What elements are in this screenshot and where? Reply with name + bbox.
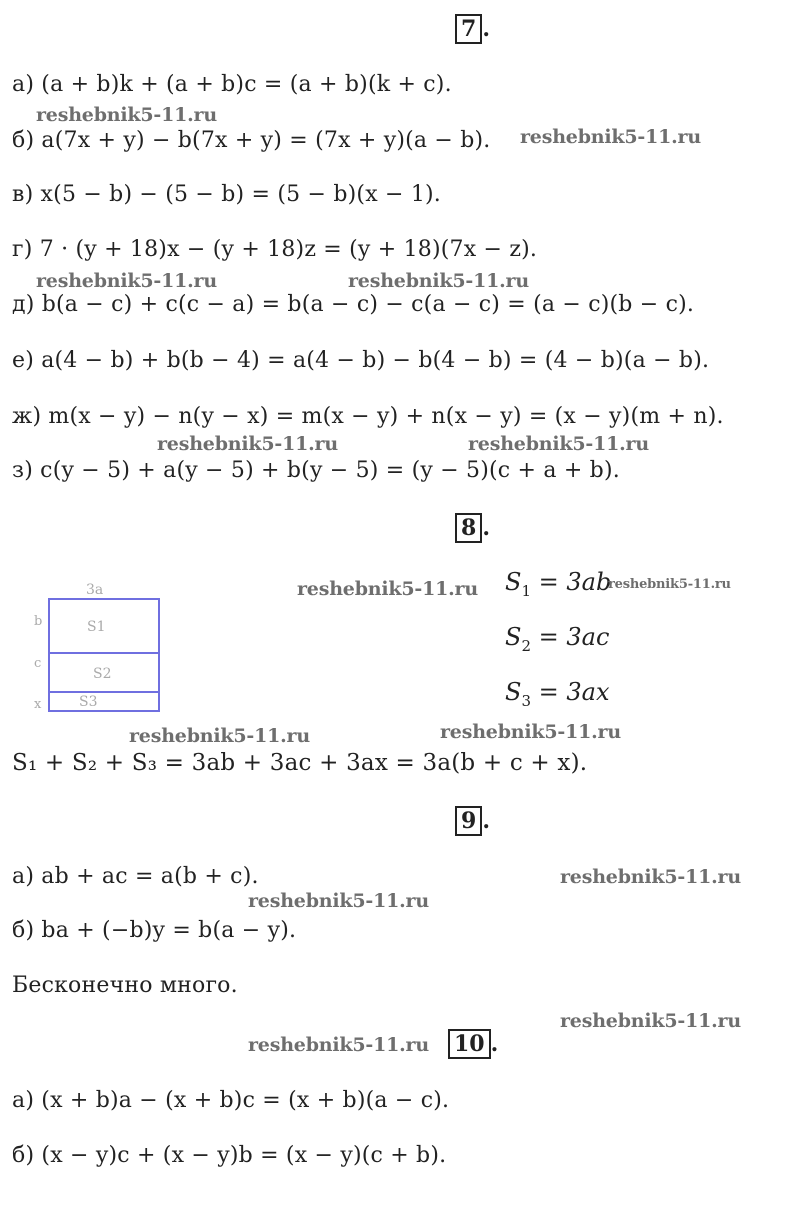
figure-label-s3: S3 (79, 694, 98, 710)
eq-7z: з) c(y − 5) + a(y − 5) + b(y − 5) = (y − 5)(c + a + b). (12, 458, 620, 483)
watermark: reshebnik5-11.ru (440, 721, 621, 743)
eq-7d: д) b(a − c) + c(c − a) = b(a − c) − c(a − c) = (a − c)(b − c). (12, 292, 695, 317)
watermark: reshebnik5-11.ru (608, 577, 731, 592)
watermark: reshebnik5-11.ru (129, 725, 310, 747)
eq-9a: а) ab + ac = a(b + c). (12, 864, 259, 889)
watermark: reshebnik5-11.ru (468, 433, 649, 455)
eq-7zh: ж) m(x − y) − n(y − x) = m(x − y) + n(x − y) = (x − y)(m + n). (12, 404, 724, 429)
section-number-box: 10 (448, 1029, 491, 1059)
eq-9b: б) ba + (−b)y = b(a − y). (12, 918, 297, 943)
area-s2 (505, 623, 609, 655)
area-s3 (505, 678, 609, 710)
rectangle-figure (30, 575, 170, 715)
watermark: reshebnik5-11.ru (560, 866, 741, 888)
watermark: reshebnik5-11.ru (348, 270, 529, 292)
figure-label-s1: S1 (87, 619, 106, 635)
answer-9: Бесконечно много. (12, 973, 238, 998)
section-number-7: 7 . (455, 14, 490, 44)
eq-7a: а) (a + b)k + (a + b)c = (a + b)(k + c). (12, 72, 452, 97)
section-number-9: 9 . (455, 806, 490, 836)
watermark: reshebnik5-11.ru (248, 890, 429, 912)
area-rhs: = 3ac (531, 623, 610, 651)
eq-7g: г) 7 · (y + 18)x − (y + 18)z = (y + 18)(7x − z). (12, 237, 538, 262)
eq-7e: е) a(4 − b) + b(b − 4) = a(4 − b) − b(4 − b) = (4 − b)(a − b). (12, 348, 710, 373)
figure-label-x: x (34, 697, 42, 712)
watermark: reshebnik5-11.ru (560, 1010, 741, 1032)
section-number-8: 8 . (455, 513, 490, 543)
area-symbol: S (505, 568, 522, 596)
area-sum: S₁ + S₂ + S₃ = 3ab + 3ac + 3ax = 3a(b + c + x). (12, 750, 588, 776)
section-number-10: 10 . (448, 1029, 498, 1059)
figure-label-c: c (34, 656, 42, 671)
eq-7v: в) x(5 − b) − (5 − b) = (5 − b)(x − 1). (12, 182, 441, 207)
figure-outer-rect (49, 599, 159, 711)
area-s1 (505, 568, 611, 600)
area-subscript: 3 (521, 691, 531, 710)
watermark: reshebnik5-11.ru (157, 433, 338, 455)
watermark: reshebnik5-11.ru (297, 578, 478, 600)
area-subscript: 2 (521, 636, 531, 655)
area-symbol: S (505, 623, 522, 651)
section-number-box: 7 (455, 14, 482, 44)
area-symbol: S (505, 678, 522, 706)
watermark: reshebnik5-11.ru (520, 126, 701, 148)
area-rhs: = 3ax (531, 678, 610, 706)
watermark: reshebnik5-11.ru (36, 104, 217, 126)
eq-10b: б) (x − y)c + (x − y)b = (x − y)(c + b). (12, 1143, 447, 1168)
figure-label-b: b (34, 614, 43, 629)
watermark: reshebnik5-11.ru (36, 270, 217, 292)
area-rhs: = 3ab (531, 568, 612, 596)
watermark: reshebnik5-11.ru (248, 1034, 429, 1056)
area-subscript: 1 (521, 581, 531, 600)
section-number-box: 9 (455, 806, 482, 836)
eq-7b: б) a(7x + y) − b(7x + y) = (7x + y)(a − b). (12, 128, 491, 153)
eq-10a: а) (x + b)a − (x + b)c = (x + b)(a − c). (12, 1088, 450, 1113)
figure-label-3a: 3a (86, 582, 104, 598)
figure-label-s2: S2 (93, 666, 112, 682)
section-number-box: 8 (455, 513, 482, 543)
